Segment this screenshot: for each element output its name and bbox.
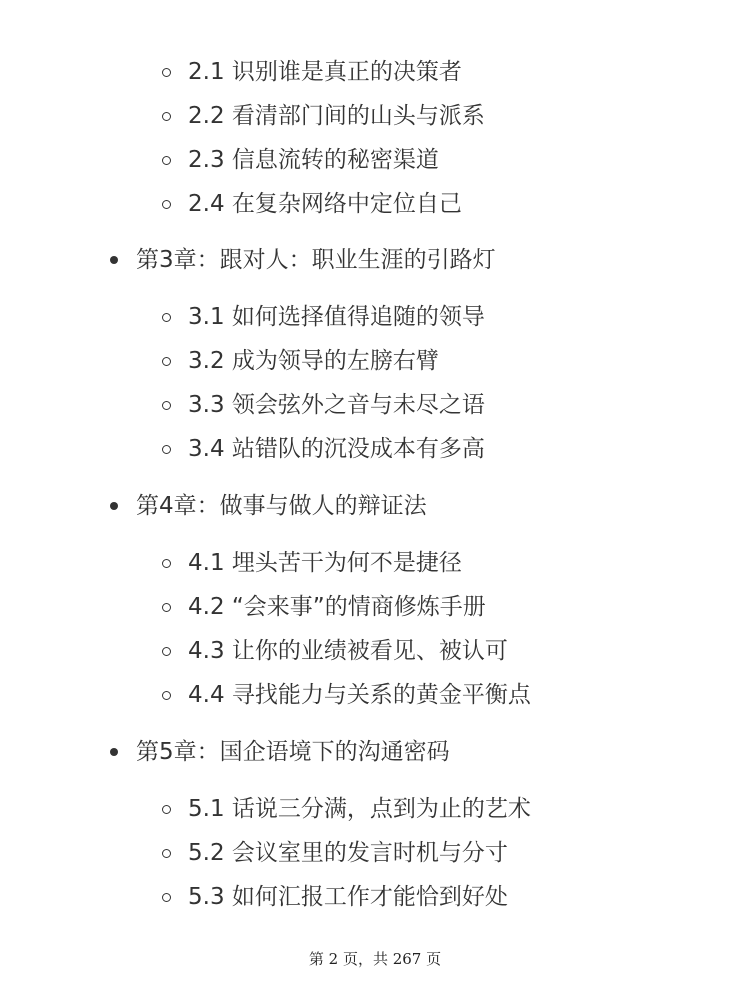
toc-section-label: 4.4 寻找能力与关系的黄金平衡点 bbox=[188, 682, 531, 708]
toc-section-5-2 bbox=[162, 833, 508, 873]
toc-section-2-1 bbox=[162, 52, 462, 92]
hollow-bullet-icon bbox=[162, 691, 171, 700]
page-number-footer: 第 2 页，共 267 页 bbox=[308, 950, 442, 968]
hollow-bullet-icon bbox=[162, 893, 171, 902]
toc-section-label: 4.1 埋头苦干为何不是捷径 bbox=[188, 550, 462, 576]
toc-chapter-label: 第5章：国企语境下的沟通密码 bbox=[136, 739, 450, 765]
toc-chapter-label: 第4章：做事与做人的辩证法 bbox=[136, 493, 427, 519]
toc-section-label: 4.2 “会来事”的情商修炼手册 bbox=[188, 594, 486, 620]
toc-section-label: 5.1 话说三分满，点到为止的艺术 bbox=[188, 796, 531, 822]
toc-section-label: 4.3 让你的业绩被看见、被认可 bbox=[188, 638, 508, 664]
toc-section-3-4 bbox=[162, 429, 485, 469]
hollow-bullet-icon bbox=[162, 559, 171, 568]
toc-section-3-2 bbox=[162, 341, 439, 381]
toc-section-label: 3.1 如何选择值得追随的领导 bbox=[188, 304, 485, 330]
toc-section-label: 2.4 在复杂网络中定位自己 bbox=[188, 191, 462, 217]
toc-section-4-3 bbox=[162, 631, 508, 671]
hollow-bullet-icon bbox=[162, 805, 171, 814]
hollow-bullet-icon bbox=[162, 647, 171, 656]
toc-section-2-2 bbox=[162, 96, 485, 136]
toc-section-3-1 bbox=[162, 297, 485, 337]
bullet-dot-icon bbox=[110, 256, 118, 264]
hollow-bullet-icon bbox=[162, 112, 171, 121]
hollow-bullet-icon bbox=[162, 68, 171, 77]
toc-section-label: 2.1 识别谁是真正的决策者 bbox=[188, 59, 462, 85]
toc-section-label: 2.3 信息流转的秘密渠道 bbox=[188, 147, 439, 173]
toc-section-label: 3.2 成为领导的左膀右臂 bbox=[188, 348, 439, 374]
toc-chapter-5 bbox=[110, 732, 450, 772]
toc-section-5-3 bbox=[162, 877, 508, 917]
toc-section-label: 3.4 站错队的沉没成本有多高 bbox=[188, 436, 485, 462]
toc-section-label: 5.2 会议室里的发言时机与分寸 bbox=[188, 840, 508, 866]
toc-section-label: 2.2 看清部门间的山头与派系 bbox=[188, 103, 485, 129]
toc-section-4-2 bbox=[162, 587, 486, 627]
toc-chapter-3 bbox=[110, 240, 496, 280]
toc-section-2-3 bbox=[162, 140, 439, 180]
toc-section-5-1 bbox=[162, 789, 531, 829]
hollow-bullet-icon bbox=[162, 357, 171, 366]
hollow-bullet-icon bbox=[162, 445, 171, 454]
toc-section-4-4 bbox=[162, 675, 531, 715]
hollow-bullet-icon bbox=[162, 603, 171, 612]
bullet-dot-icon bbox=[110, 502, 118, 510]
bullet-dot-icon bbox=[110, 748, 118, 756]
toc-chapter-label: 第3章：跟对人：职业生涯的引路灯 bbox=[136, 247, 496, 273]
hollow-bullet-icon bbox=[162, 156, 171, 165]
hollow-bullet-icon bbox=[162, 849, 171, 858]
toc-section-label: 5.3 如何汇报工作才能恰到好处 bbox=[188, 884, 508, 910]
hollow-bullet-icon bbox=[162, 401, 171, 410]
toc-section-4-1 bbox=[162, 543, 462, 583]
toc-section-3-3 bbox=[162, 385, 485, 425]
hollow-bullet-icon bbox=[162, 313, 171, 322]
toc-section-2-4 bbox=[162, 184, 462, 224]
hollow-bullet-icon bbox=[162, 200, 171, 209]
toc-section-label: 3.3 领会弦外之音与未尽之语 bbox=[188, 392, 485, 418]
toc-chapter-4 bbox=[110, 486, 427, 526]
